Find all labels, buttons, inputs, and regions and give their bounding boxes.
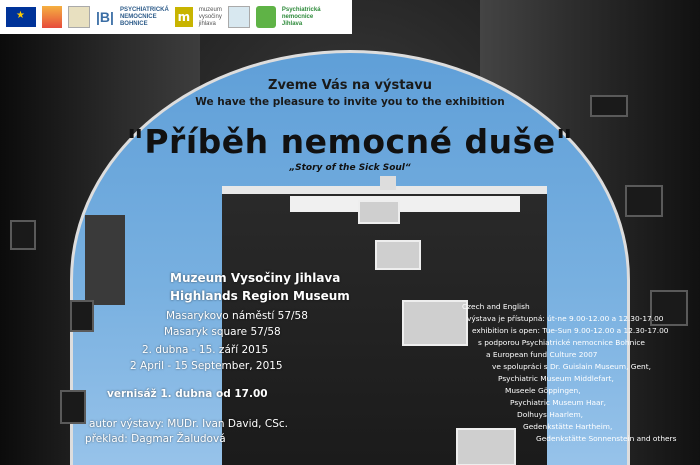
bohnice-logo-text: PSYCHIATRICKÁ NEMOCNICE BOHNICE	[119, 6, 169, 27]
exhibition-subtitle: „Story of the Sick Soul“	[289, 163, 411, 173]
jihlava-hospital-logo-text: Psychiatrická nemocnice Jihlava	[281, 6, 321, 27]
bohnice-ib-logo: |B|	[96, 9, 114, 25]
info-line: Dolhuys Haarlem,	[517, 410, 584, 419]
eu-flag-logo	[6, 7, 36, 27]
info-line: Museele Göppingen,	[505, 386, 581, 395]
museum-vysociny-logo-text: muzeum vysočiny jihlava	[198, 6, 222, 27]
invitation-cz: Zveme Vás na výstavu	[268, 78, 432, 93]
info-line: a European fund Culture 2007	[486, 350, 598, 359]
building-chimney	[380, 176, 396, 190]
vernissage-note: vernisáž 1. dubna od 17.00	[107, 388, 268, 400]
venue-name-en: Highlands Region Museum	[170, 289, 350, 303]
venue-address-cz: Masarykovo náměstí 57/58	[166, 310, 308, 322]
window	[70, 300, 94, 332]
info-line: exhibition is open: Tue-Sun 9.00-12.00 a 12.30-17.00	[472, 326, 669, 335]
window	[456, 428, 516, 465]
museum-vysociny-logo: m	[175, 7, 193, 27]
invitation-en: We have the pleasure to invite you to the exhibition	[195, 96, 505, 108]
exhibition-dates-en: 2 April - 15 September, 2015	[130, 360, 283, 372]
translation-credit: překlad: Dagmar Žaludová	[85, 433, 226, 445]
window	[358, 200, 400, 224]
exhibition-title: "Příběh nemocné duše"	[126, 122, 574, 161]
window	[625, 185, 663, 217]
info-line: Gedenkstätte Hartheim,	[523, 422, 613, 431]
distant-building	[85, 215, 125, 305]
exhibition-dates-cz: 2. dubna - 15. září 2015	[142, 344, 269, 356]
info-line: Psychiatric Museum Haar,	[510, 398, 606, 407]
info-line: výstava je přístupná: út-ne 9.00-12.00 a 12.30-17.00	[467, 314, 664, 323]
info-line: Gedenkstätte Sonnenstein and others	[536, 434, 677, 443]
culture-logo	[42, 6, 62, 28]
window	[60, 390, 86, 424]
window	[375, 240, 421, 270]
partner-logo	[228, 6, 250, 28]
venue-name-cz: Muzeum Vysočiny Jihlava	[170, 271, 341, 285]
info-line: Psychiatric Museum Middlefart,	[498, 374, 614, 383]
sponsor-logo-bar	[0, 0, 352, 34]
exhibition-author: autor výstavy: MUDr. Ivan David, CSc.	[89, 418, 288, 430]
museum-logo	[68, 6, 90, 28]
jihlava-hospital-logo	[256, 6, 276, 28]
info-line: ve spolupráci s Dr. Guislain Museum, Gent,	[492, 362, 651, 371]
window	[402, 300, 468, 346]
info-line: s podporou Psychiatrické nemocnice Bohnice	[478, 338, 645, 347]
building-roof	[290, 196, 520, 212]
info-line: Czech and English	[462, 302, 530, 311]
venue-address-en: Masaryk square 57/58	[164, 326, 281, 338]
window	[10, 220, 36, 250]
